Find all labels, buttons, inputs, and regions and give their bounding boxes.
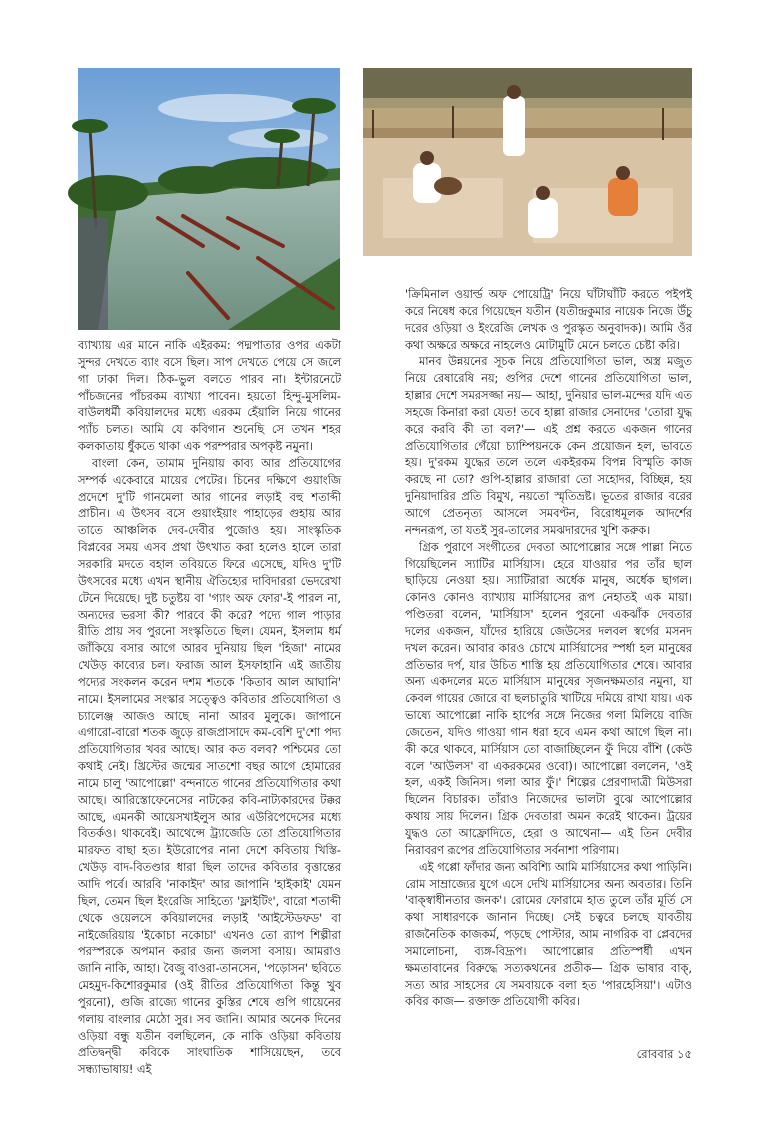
right-column xyxy=(405,287,692,1044)
boat-race-image xyxy=(78,68,340,330)
left-column xyxy=(78,338,341,1077)
musicians-image xyxy=(363,68,692,256)
right-paragraph-3: গ্রিক পুরাণে সংগীতের দেবতা আপোল্লোর সঙ্গে পাল্লা নিতে গিয়েছিলেন স্যাটির মার্সিয়াস। হেরে যাওয়ার পর তাঁর ছাল ছাড়িয়ে নেওয়া হয়। স্যাটিরারা অর্ধেক মানুষ, অর্ধেক ছাগল। কোনও কোনও ব্যাখ্যায় মার্সিয়াসের রূপ নেহাতই এক মায়া। পণ্ডিতরা বলেন, 'মার্সিয়াস' হলেন পুরনো একঝাঁক দেবতার দলের একজন, যাঁদের হারিয়ে জেউসের দলবল স্বর্গের মসনদ দখল করেন। আবার কারও চোখে মার্সিয়াসের স্পর্ধা হল মানুষের প্রতিভার দর্প, যার উচিত শাস্তি হয় প্রতিযোগিতার শেষে। আবার অন্য একদলের মতে মার্সিয়াস মানুষের সৃজনক্ষমতার নমুনা, যা কেবল গায়ের জোরে বা ছলচাতুরি খাটিয়ে দমিয়ে রাখা যায়। এক ভাষ্যে আপোল্লো নাকি হার্পের সঙ্গে নিজের গলা মিলিয়ে বাজি জেতেন, যদিও গাওয়া গান ধরা হবে এমন কথা আগে ছিল না। কী করে থাকবে, মার্সিয়াস তো বাজাচ্ছিলেন ফুঁ দিয়ে বাঁশি (কেউ বলে 'আউলস' বা একরকমের ওবো)। আপোল্লো বললেন, 'ওই হল, একই জিনিস। গলা আর ফুঁ।' শিল্পের প্রেরণাদাত্রী মিউসরা ছিলেন বিচারক। তাঁরাও নিজেদের ভালটা বুঝে আপোল্লোর কথায় সায় দিলেন। গ্রিক দেবতারা অমন করেই থাকেন। ট্রয়ের যুদ্ধও তো আফ্রোদিতে, হেরা ও আথেনা— এই তিন দেবীর নিরাবরণ রূপের প্রতিযোগিতার সর্বনাশা পরিণাম। xyxy=(405,540,692,857)
musicians-photo xyxy=(363,68,692,256)
boat-race-photo xyxy=(78,68,340,330)
right-paragraph-4: এই গপ্পো ফাঁদার জন্য অবিশ্যি আমি মার্সিয়াসের কথা পাড়িনি। রোম সাম্রাজ্যের যুগে এসে দেখি মার্সিয়াসের অন্য অবতার। তিনি 'বাক্‌স্বাধীনতার জনক'। রোমের ফোরামে হাত তুলে তাঁর মূর্তি সে কথা সাধারণকে জানান দিচ্ছে। সেই চত্বরে চলছে যাবতীয় রাজনৈতিক কাজকর্ম, পড়ছে পোস্টার, আম নাগরিক বা প্লেবদের সমালোচনা, ব্যঙ্গ-বিদ্রূপ। আপোল্লোর প্রতিস্পর্ধী এখন ক্ষমতাবানের বিরুদ্ধে সত্যকথনের প্রতীক— গ্রিক ভাষার বাক্‌, সত্য আর সাহসের যে সমবায়কে বলা হত 'পারহেসিয়া'। এটাও কবির কাজ— রক্তাক্ত প্রতিযোগী কবির। xyxy=(405,860,692,1009)
right-paragraph-1: 'ক্রিমিনাল ওয়ার্ল্ড অফ পোয়েট্রি' নিয়ে ঘাঁটাঘাঁটি করতে পইপই করে নিষেধ করে গিয়েছেন যতীন (যতীন্দ্রকুমার নায়েক নিজে উঁচু দরের ওড়িয়া ও ইংরেজি লেখক ও পুরস্কৃত অনুবাদক)। আমি ওঁর কথা অক্ষরে অক্ষরে নাহলেও মোটামুটি মেনে চলতে চেষ্টা করি। xyxy=(405,288,692,352)
right-paragraph-2: মানব উন্নয়নের সূচক নিয়ে প্রতিযোগিতা ভাল, অস্ত্র মজুত নিয়ে রেষারেষি নয়; গুপির দেশে গানের প্রতিযোগিতা ভাল, হাল্লার দেশে সমরসজ্জা নয়— আহা, দুনিয়ার ভাল-মন্দের যদি এত সহজে কিনারা করা যেত! তবে হাল্লা রাজার সেনাদের 'তোরা যুদ্ধ করে করবি কী তা বল?'— এই প্রশ্ন করতে একজন গানের প্রতিযোগিতার গেঁয়ো চ্যাম্পিয়নকে কেন প্রয়োজন হল, ভাবতে হয়। দু'রকম যুদ্ধের তলে তলে একইরকম বিপন্ন বিস্মৃতি কাজ করছে না তো? গুপি-হাল্লার রাজারা তো সহোদর, বিচ্ছিন্ন, হয় দুনিয়াদারির প্রতি বিমুখ, নয়তো স্মৃতিভ্রষ্ট। ভূতের রাজার বরের আগে প্রেতনৃত্য আসলে সমবণ্টন, বিরোধমূলক আদর্শের নন্দনরূপ, তা যতই সুর-তালের সমঝদারদের খুশি করুক। xyxy=(405,355,692,537)
left-paragraph-2: বাংলা কেন, তামাম দুনিয়ায় কাব্য আর প্রতিযোগের সম্পর্ক একেবারে মায়ের পেটের। চিনের দক্ষিণে গুয়াংজি প্রদেশে দু'টি গানমেলা আর গানের লড়াই বহু শতাব্দী প্রাচীন। এ উৎসব বসে গুয়াংইয়াং পাহাড়ের গুহায় আর তাতে আঞ্চলিক দেব-দেবীর পুজোও হয়। সাংস্কৃতিক বিপ্লবের সময় এসব প্রথা উৎখাত করা হলেও হালে তারা সরকারি মদতে বহাল তবিয়তে ফিরে এসেছে, যদিও দু'টি উৎসবের মধ্যে এখন স্থানীয় ঐতিহ্যের দাবিদাররা ভেদরেখা টেনে দিয়েছে। দুষ্ট চতুষ্টয় বা 'গ্যাং অফ ফোর'-ই পারল না, অন্যদের ভরসা কী? পারবে কী করে? পদ্যে গাল পাড়ার রীতি প্রায় সব পুরনো সংস্কৃতিতে ছিল। যেমন, ইসলাম ধর্ম জাঁকিয়ে বসার আগে আরব দুনিয়ায় ছিল 'হিজা' নামের খেউড় কাব্যের চল। ফরাজ আল ইসফাহানি এই জাতীয় পদ্যের সংকলন করেন দশম শতকে 'কিতাব আল আঘানি' নামে। ইসলামের সংস্কার সত্ত্বেও কবিতার প্রতিযোগিতা ও চ্যালেঞ্জ আজও আছে নানা আরব মুলুকে। জাপানে এগারো-বারো শতক জুড়ে রাজপ্রাসাদে কম-বেশি দু'শো পদ্য প্রতিযোগিতার খবর আছে। আর কত বলব? পশ্চিমের তো কথাই নেই। খ্রিস্টের জন্মের সাতশো বছর আগে হোমারের নামে চালু 'আপোল্লো' বন্দনাতে গানের প্রতিযোগিতার কথা আছে। আরিস্তোফেনেসের নাটকের কবি-নাট্যকারদের টক্কর আছে, এমনকী আয়েসখাইলুস আর এউরিপেদেসের মধ্যে বিতর্কও। থাকবেই। আথেন্সে ট্র্যাজেডি তো প্রতিযোগিতার মারফত বাছা হত। ইউরোপের নানা দেশে কবিতায় খিস্তি-খেউড় বাদ-বিতণ্ডার ধারা ছিল তাদের কবিতার বৃত্তান্তের আদি পর্বে। আরবি 'নাকাইদ' আর জাপানি 'হাইকাই' যেমন ছিল, তেমন ছিল ইংরেজি সাহিত্যে 'ফ্লাইটিং', বারো শতাব্দী থেকে ওয়েলসে কবিয়ালদের লড়াই 'আইস্টেডফড' বা নাইজেরিয়ায় 'ইকোচা নকোচা' এখনও তো র‍্যাপ শিল্পীরা পরস্পরকে অপমান করার জন্য জলসা বসায়। আমরাও জানি নাকি, আহা। বৈজু বাওরা-তানসেন, 'পড়োসন' ছবিতে মেহমুদ-কিশোরকুমার (ওই রীতির প্রতিযোগিতা কিন্তু খুব পুরনো), গুজি রাজ্যে গানের কুস্তির শেষে গুপি গায়েনের গলায় বাংলার মেঠো সুর। সব জানি। আমার অনেক দিনের ওড়িয়া বন্ধু যতীন বলছিলেন, কে নাকি ওড়িয়া কবিতায় প্রতিদ্বন্দ্বী কবিকে সাংঘাতিক শাসিয়েছেন, তবে সন্ধ্যাভাষায়! এই xyxy=(78,456,341,1077)
left-paragraph-1: ব্যাখ্যায় এর মানে নাকি এইরকম: পদ্মপাতার ওপর একটা সুন্দর দেখতে ব্যাং বসে ছিল। সাপ দেখতে পেয়ে সে জলে গা ঢাকা দিল। ঠিক-ভুল বলতে পারব না। ইন্টারনেটে পাঁচজনের পাঁচরকম ব্যাখ্যা পাবেন। হয়তো হিন্দু-মুসলিম-বাউলধর্মী কবিয়ালদের মধ্যে এরকম হেঁয়ালি নিয়ে গানের প্যাঁচ চলত। আমি যে কবিগান শুনেছি সে তখন শহর কলকাতায় ধুঁকতে থাকা এক পরম্পরার অপকৃষ্ট নমুনা। xyxy=(78,339,341,454)
page-folio: রোববার ১৫ xyxy=(636,1047,692,1061)
